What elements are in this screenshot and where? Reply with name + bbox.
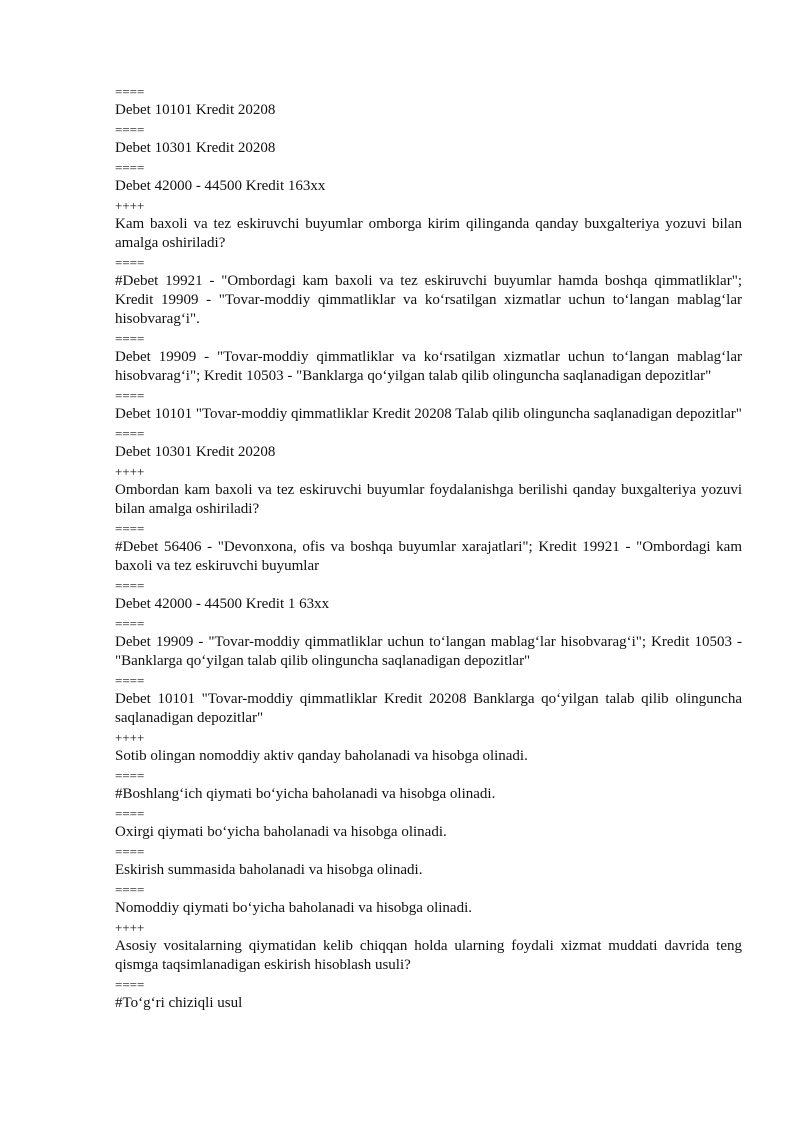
text-line: Debet 10101 "Tovar-moddiy qimmatliklar Kredit 20208 Banklarga qoʻyilgan talab qilib olinguncha saqlanadigan depozitlar"	[115, 691, 742, 726]
text-line: Kam baxoli va tez eskiruvchi buyumlar omborga kirim qilinganda qanday buxgalteriya yozuvi bilan amalga oshiriladi?	[115, 216, 742, 251]
separator-line: ++++	[115, 920, 145, 935]
text-line: Asosiy vositalarning qiymatidan kelib chiqqan holda ularning foydali xizmat muddati davrida teng qismga taqsimlanadigan eskirish hisoblash usuli?	[115, 938, 742, 973]
separator-line: ====	[115, 844, 145, 859]
text-line: #Debet 56406 - "Devonxona, ofis va boshqa buyumlar xarajatlari"; Kredit 19921 - "Ombordagi kam baxoli va tez eskiruvchi buyumlar	[115, 539, 742, 574]
text-line: Debet 42000 - 44500 Kredit 1 63xx	[115, 596, 330, 612]
text-line: Debet 10101 "Tovar-moddiy qimmatliklar Kredit 20208 Talab qilib olinguncha saqlanadigan depozitlar"	[115, 406, 742, 422]
text-line: Oxirgi qiymati boʻyicha baholanadi va hisobga olinadi.	[115, 824, 447, 840]
separator-line: ====	[115, 331, 145, 346]
text-line: Debet 19909 - "Tovar-moddiy qimmatliklar uchun toʻlangan mablagʻlar hisobvaragʻi"; Kredit 10503 - "Banklarga qoʻyilgan talab qilib olinguncha saqlanadigan depozitlar"	[115, 634, 742, 669]
separator-line: ====	[115, 388, 145, 403]
separator-line: ====	[115, 160, 145, 175]
separator-line: ====	[115, 426, 145, 441]
separator-line: ====	[115, 882, 145, 897]
separator-line: ====	[115, 255, 145, 270]
separator-line: ++++	[115, 464, 145, 479]
text-line: Debet 19909 - "Tovar-moddiy qimmatliklar va koʻrsatilgan xizmatlar uchun toʻlangan mablagʻlar hisobvaragʻi"; Kredit 10503 - "Banklarga qoʻyilgan talab qilib olinguncha saqlanadigan depozitlar"	[115, 349, 742, 384]
separator-line: ====	[115, 616, 145, 631]
text-line: Eskirish summasida baholanadi va hisobga olinadi.	[115, 862, 423, 878]
text-line: #Boshlangʻich qiymati boʻyicha baholanadi va hisobga olinadi.	[115, 786, 496, 802]
separator-line: ====	[115, 977, 145, 992]
separator-line: ====	[115, 768, 145, 783]
separator-line: ++++	[115, 198, 145, 213]
text-line: Nomoddiy qiymati boʻyicha baholanadi va hisobga olinadi.	[115, 900, 473, 916]
text-line: Debet 10101 Kredit 20208	[115, 102, 276, 118]
separator-line: ++++	[115, 730, 145, 745]
separator-line: ====	[115, 122, 145, 137]
document-page	[115, 82, 742, 1013]
text-line: Ombordan kam baxoli va tez eskiruvchi buyumlar foydalanishga berilishi qanday buxgalteriya yozuvi bilan amalga oshiriladi?	[115, 482, 742, 517]
separator-line: ====	[115, 806, 145, 821]
separator-line: ====	[115, 84, 145, 99]
separator-line: ====	[115, 673, 145, 688]
separator-line: ====	[115, 521, 145, 536]
text-line: Debet 42000 - 44500 Kredit 163xx	[115, 178, 326, 194]
text-line: #Toʻgʻri chiziqli usul	[115, 995, 243, 1011]
text-line: Sotib olingan nomoddiy aktiv qanday baholanadi va hisobga olinadi.	[115, 748, 528, 764]
separator-line: ====	[115, 578, 145, 593]
text-line: Debet 10301 Kredit 20208	[115, 444, 276, 460]
text-line: #Debet 19921 - "Ombordagi kam baxoli va tez eskiruvchi buyumlar hamda boshqa qimmatliklar"; Kredit 19909 - "Tovar-moddiy qimmatliklar va koʻrsatilgan xizmatlar uchun toʻlangan mablagʻlar hisobvaragʻi".	[115, 273, 742, 327]
text-line: Debet 10301 Kredit 20208	[115, 140, 276, 156]
